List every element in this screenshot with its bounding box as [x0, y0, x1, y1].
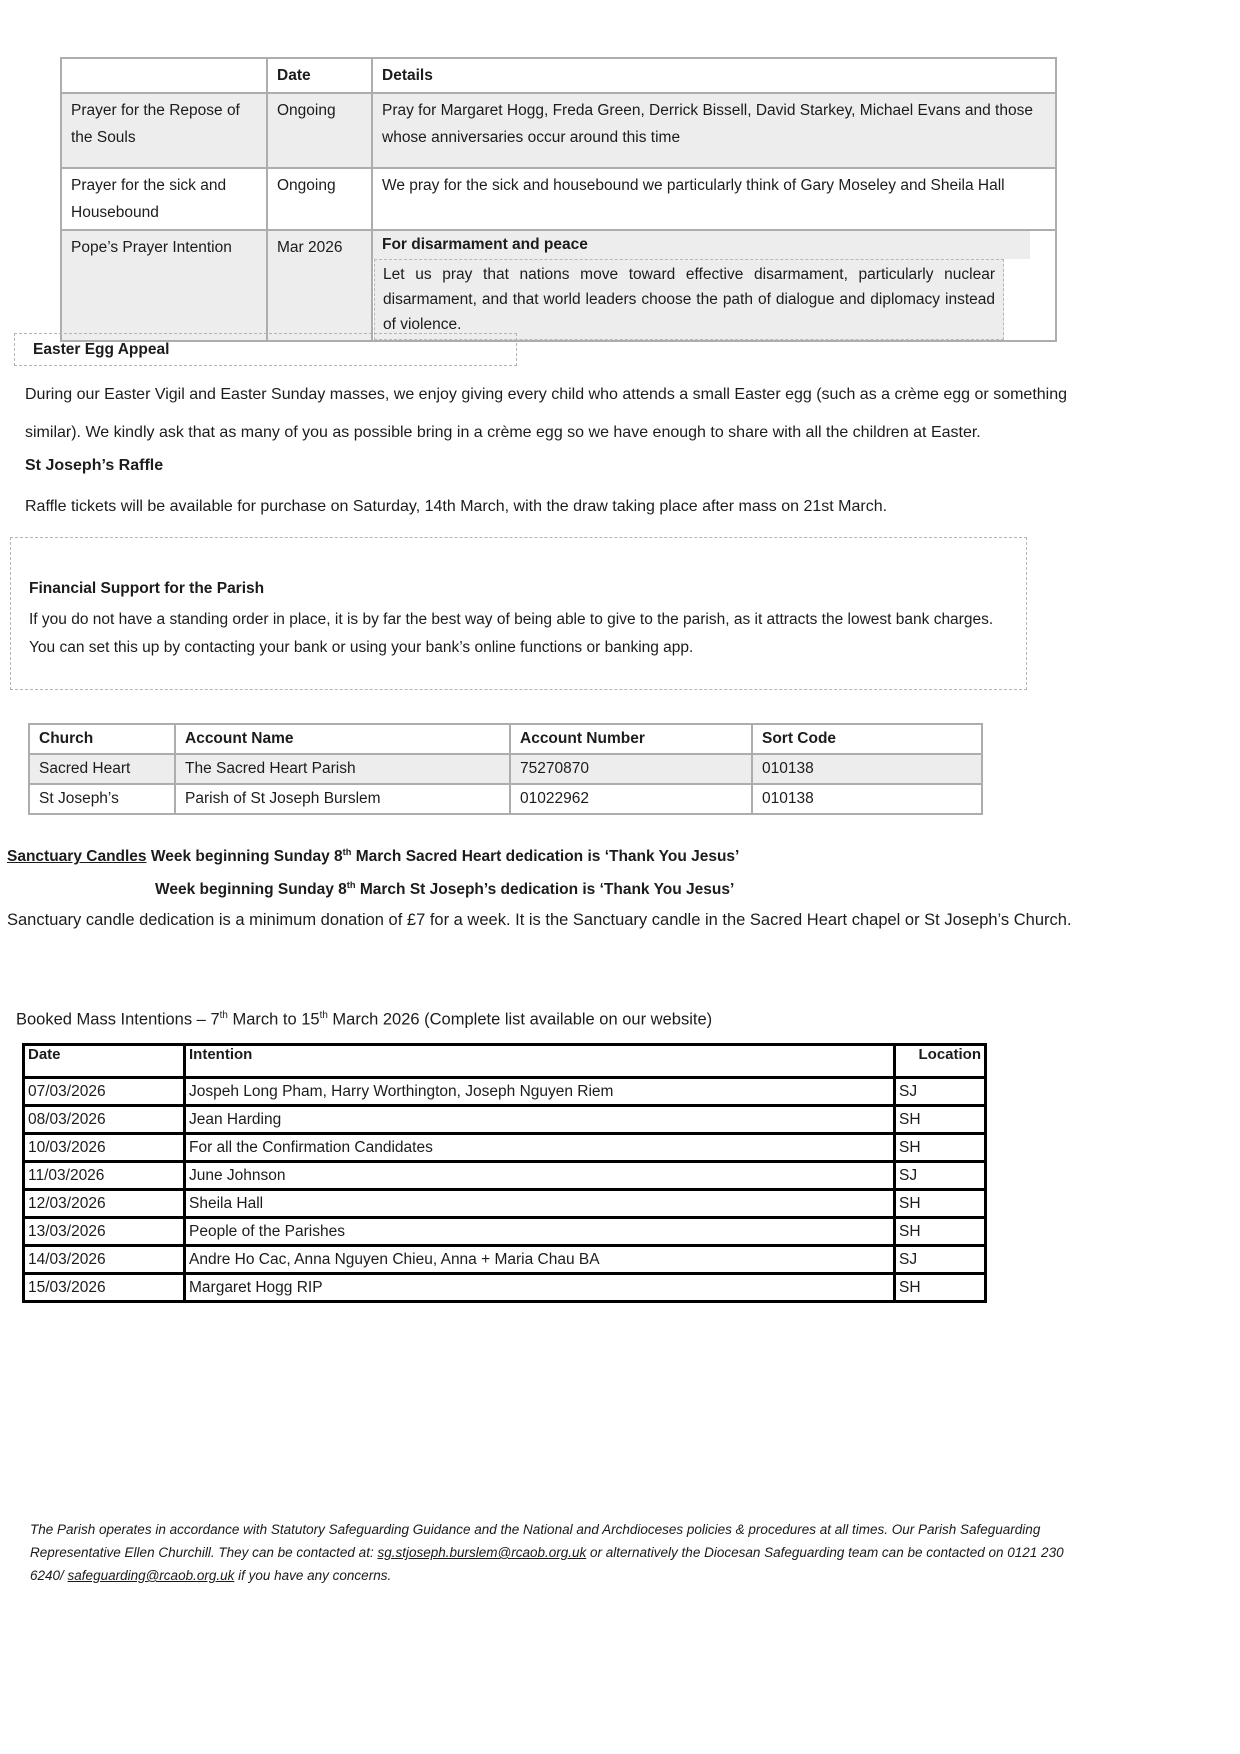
mass-cell-intention: Andre Ho Cac, Anna Nguyen Chieu, Anna + Maria Chau BA	[185, 1246, 895, 1274]
mass-header-date: Date	[24, 1045, 185, 1078]
mass-cell-date: 15/03/2026	[24, 1274, 185, 1302]
prayer-header-details: Details	[372, 58, 1056, 93]
prayer-table-wrapper	[60, 57, 1057, 342]
sanctuary-paragraph: Sanctuary candle dedication is a minimum donation of £7 for a week. It is the Sanctuary candle in the Sacred Heart chapel or St Joseph’s Church.	[7, 911, 1072, 929]
prayer-row-date: Ongoing	[267, 168, 372, 230]
accounts-header-row	[29, 724, 982, 754]
mass-cell-date: 08/03/2026	[24, 1106, 185, 1134]
pope-intention-body: Let us pray that nations move toward effective disarmament, particularly nuclear disarmament, and that world leaders choose the path of dialogue and diplomacy instead of violence.	[374, 259, 1004, 340]
sanctuary-line2-pre: Week beginning Sunday 8	[155, 881, 347, 899]
mass-cell-location: SH	[895, 1274, 986, 1302]
prayer-row-details: Pray for Margaret Hogg, Freda Green, Derrick Bissell, David Starkey, Michael Evans and those whose anniversaries occur around this time	[372, 93, 1056, 168]
mass-cell-intention: Jospeh Long Pham, Harry Worthington, Joseph Nguyen Riem	[185, 1078, 895, 1106]
footer-text: The Parish operates in accordance with Statutory Safeguarding Guidance and the National and Archdioceses policies & procedures at all times. Our Parish Safeguarding Representative Ellen Churchill. They can be contacted at:	[30, 1522, 1041, 1560]
diocesan-safeguarding-email-link[interactable]: safeguarding@rcaob.org.uk	[67, 1568, 235, 1583]
mass-cell-intention: For all the Confirmation Candidates	[185, 1134, 895, 1162]
ordinal-superscript: th	[342, 847, 352, 857]
mass-cell-location: SJ	[895, 1246, 986, 1274]
table-row	[24, 1162, 986, 1190]
prayer-row-date: Mar 2026	[267, 230, 372, 341]
prayer-row-details	[372, 230, 1056, 341]
financial-support-paragraph: If you do not have a standing order in place, it is by far the best way of being able to give to the parish, as it attracts the lowest bank charges. You can set this up by contacting your bank or using your bank’s online functions or banking app.	[29, 611, 994, 656]
prayer-header-blank	[61, 58, 267, 93]
mass-header-location: Location	[895, 1045, 986, 1078]
table-row	[61, 230, 1056, 341]
table-row	[24, 1078, 986, 1106]
easter-egg-appeal-box	[14, 333, 517, 366]
mass-cell-date: 11/03/2026	[24, 1162, 185, 1190]
table-row	[24, 1106, 986, 1134]
ordinal-superscript: th	[319, 1010, 328, 1021]
table-row	[24, 1218, 986, 1246]
prayer-row-date: Ongoing	[267, 93, 372, 168]
heading-pre: Booked Mass Intentions – 7	[16, 1010, 220, 1029]
table-row	[24, 1134, 986, 1162]
mass-cell-location: SH	[895, 1190, 986, 1218]
accounts-cell-account-number: 01022962	[510, 784, 752, 814]
sanctuary-candles-block	[7, 838, 739, 904]
table-row	[61, 168, 1056, 230]
mass-cell-intention: People of the Parishes	[185, 1218, 895, 1246]
easter-egg-appeal-title: Easter Egg Appeal	[33, 340, 170, 358]
booked-mass-intentions-heading	[16, 1010, 712, 1030]
mass-intentions-table	[22, 1043, 987, 1303]
accounts-header-sort-code: Sort Code	[752, 724, 982, 754]
raffle-paragraph: Raffle tickets will be available for purchase on Saturday, 14th March, with the draw taking place after mass on 21st March.	[25, 498, 888, 515]
financial-support-title: Financial Support for the Parish	[29, 580, 265, 597]
mass-cell-location: SJ	[895, 1162, 986, 1190]
footer-text: or alternatively the Diocesan Safeguarding team can be contacted on 0121 230 6240/	[30, 1545, 1064, 1583]
mass-cell-intention: Margaret Hogg RIP	[185, 1274, 895, 1302]
footer-text: if you have any concerns.	[234, 1568, 392, 1583]
prayer-table	[60, 57, 1057, 342]
prayer-row-label: Prayer for the Repose of the Souls	[61, 93, 267, 168]
mass-header-intention: Intention	[185, 1045, 895, 1078]
mass-cell-location: SJ	[895, 1078, 986, 1106]
accounts-cell-church: St Joseph’s	[29, 784, 175, 814]
heading-mid: March to 15	[227, 1010, 320, 1029]
financial-support-box	[10, 537, 1027, 690]
prayer-table-header-row	[61, 58, 1056, 93]
mass-cell-intention: June Johnson	[185, 1162, 895, 1190]
table-row	[61, 93, 1056, 168]
pope-intention-title: For disarmament and peace	[373, 231, 1030, 259]
table-row	[24, 1190, 986, 1218]
mass-cell-location: SH	[895, 1218, 986, 1246]
accounts-header-account-name: Account Name	[175, 724, 510, 754]
table-row	[24, 1274, 986, 1302]
mass-cell-location: SH	[895, 1106, 986, 1134]
mass-cell-location: SH	[895, 1134, 986, 1162]
raffle-title: St Joseph’s Raffle	[25, 457, 164, 474]
mass-cell-intention: Jean Harding	[185, 1106, 895, 1134]
accounts-cell-account-name: The Sacred Heart Parish	[175, 754, 510, 784]
accounts-header-account-number: Account Number	[510, 724, 752, 754]
accounts-header-church: Church	[29, 724, 175, 754]
mass-cell-intention: Sheila Hall	[185, 1190, 895, 1218]
mass-cell-date: 13/03/2026	[24, 1218, 185, 1246]
prayer-row-label: Pope’s Prayer Intention	[61, 230, 267, 341]
heading-post: March 2026 (Complete list available on our website)	[327, 1010, 713, 1029]
sanctuary-line-1	[7, 838, 739, 871]
table-row	[29, 784, 982, 814]
safeguarding-email-link[interactable]: sg.stjoseph.burslem@rcaob.org.uk	[377, 1545, 587, 1560]
mass-cell-date: 10/03/2026	[24, 1134, 185, 1162]
safeguarding-footer	[30, 1518, 1095, 1587]
ordinal-superscript: th	[219, 1010, 228, 1021]
prayer-header-date: Date	[267, 58, 372, 93]
accounts-cell-church: Sacred Heart	[29, 754, 175, 784]
accounts-table-wrapper	[28, 723, 983, 815]
table-row	[29, 754, 982, 784]
sanctuary-candles-title: Sanctuary Candles	[7, 848, 147, 866]
prayer-row-label: Prayer for the sick and Housebound	[61, 168, 267, 230]
sanctuary-line1-post: March Sacred Heart dedication is ‘Thank You Jesus’	[351, 848, 740, 866]
sanctuary-line1-pre: Week beginning Sunday 8	[146, 848, 343, 866]
ordinal-superscript: th	[346, 880, 356, 891]
accounts-cell-sort-code: 010138	[752, 784, 982, 814]
sanctuary-line-2	[155, 871, 739, 904]
accounts-cell-account-number: 75270870	[510, 754, 752, 784]
mass-cell-date: 12/03/2026	[24, 1190, 185, 1218]
mass-cell-date: 14/03/2026	[24, 1246, 185, 1274]
easter-egg-appeal-paragraph: During our Easter Vigil and Easter Sunday masses, we enjoy giving every child who attends a small Easter egg (such as a crème egg or something similar). We kindly ask that as many of you as possible bring in a crème egg so we have enough to share with all the children at Easter.	[25, 386, 1068, 441]
sanctuary-line2-post: March St Joseph’s dedication is ‘Thank You Jesus’	[355, 881, 735, 899]
mass-intentions-table-wrapper	[22, 1043, 987, 1303]
mass-cell-date: 07/03/2026	[24, 1078, 185, 1106]
prayer-row-details: We pray for the sick and housebound we particularly think of Gary Moseley and Sheila Hall	[372, 168, 1056, 230]
accounts-cell-account-name: Parish of St Joseph Burslem	[175, 784, 510, 814]
table-row	[24, 1246, 986, 1274]
accounts-table	[28, 723, 983, 815]
mass-table-header-row	[24, 1045, 986, 1078]
accounts-cell-sort-code: 010138	[752, 754, 982, 784]
